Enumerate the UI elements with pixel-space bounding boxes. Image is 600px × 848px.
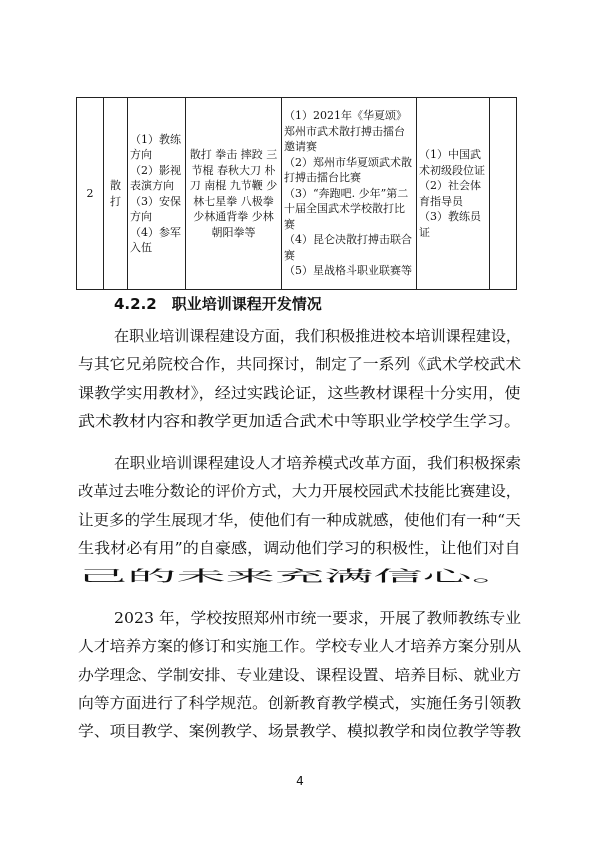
program-table <box>76 97 517 290</box>
row-number: 2 <box>77 98 104 290</box>
paragraph-line: 人才培养方案的修订和实施工作。学校专业人才培养方案分别从 <box>78 637 522 656</box>
martial-arts-list: 散打 拳击 摔跤 三节棍 春秋大刀 朴刀 南棍 九节鞭 少林七星拳 八极拳 少林通背拳 少林朝阳拳等 <box>186 98 282 290</box>
paragraph-line: 生我材必有用”的自豪感，调动他们学习的积极性，让他们对自 <box>78 538 521 557</box>
certificate-item: （2）社会体育指导员 <box>419 179 481 208</box>
competition-item: （3）“奔跑吧. 少年”第二十届全国武术学校散打比赛 <box>284 186 409 231</box>
paragraph-line: 与其它兄弟院校合作，共同探讨，制定了一系列《武术学校武术 <box>78 355 522 374</box>
competition-item: （2）郑州市华夏颂武术散打搏击擂台比赛 <box>284 155 412 185</box>
page-number: 4 <box>296 774 304 788</box>
direction-item: （2）影视表演方向 <box>130 163 181 192</box>
section-heading: 4.2.2 职业培训课程开发情况 <box>114 295 322 313</box>
paragraph-line: 2023 年，学校按照郑州市统一要求，开展了教师教练专业 <box>114 609 521 627</box>
paragraph-line: 在职业培训课程建设人才培养模式改革方面，我们积极探索 <box>114 454 522 472</box>
paragraph-line: 武术教材内容和教学更加适合武术中等职业学校学生学习。 <box>78 411 522 430</box>
competitions-list <box>282 98 417 290</box>
direction-item: （4）参军入伍 <box>130 225 181 254</box>
program-name: 散打 <box>104 98 128 290</box>
direction-item: （3）安保方向 <box>130 194 181 223</box>
direction-item: （1）教练方向 <box>130 132 181 161</box>
paragraph-line: 课教学实用教材》，经过实践论证，这些教材课程十分实用，使 <box>78 383 521 402</box>
competition-item: （1）2021年《华夏颂》郑州市武术散打搏击擂台邀请赛 <box>284 109 407 154</box>
certificates-list <box>417 98 490 290</box>
empty-cell <box>490 98 517 290</box>
paragraph-line: 办学理念、学制安排、专业建设、课程设置、培养目标、就业方 <box>78 665 522 684</box>
paragraph-line: 改革过去唯分数论的评价方式，大力开展校园武术技能比赛建设， <box>78 482 522 501</box>
paragraph-line: 己的未来充满信心。 <box>78 567 522 586</box>
paragraph-line: 在职业培训课程建设方面，我们积极推进校本培训课程建设， <box>114 327 522 345</box>
certificate-item: （3）教练员证 <box>419 210 481 239</box>
competition-item: （5）星战格斗职业联赛等 <box>284 264 412 278</box>
table-row <box>77 98 517 290</box>
competition-item: （4）昆仑决散打搏击联合赛 <box>284 233 412 262</box>
certificate-item: （1）中国武术初级段位证 <box>419 148 485 177</box>
career-directions <box>128 98 186 290</box>
paragraph-line: 向等方面进行了科学规范。创新教育教学模式，实施任务引领教 <box>78 693 522 712</box>
paragraph-line: 让更多的学生展现才华，使他们有一种成就感，使他们有一种“天 <box>78 510 521 529</box>
paragraph-line: 学、项目教学、案例教学、场景教学、模拟教学和岗位教学等教 <box>78 722 522 741</box>
